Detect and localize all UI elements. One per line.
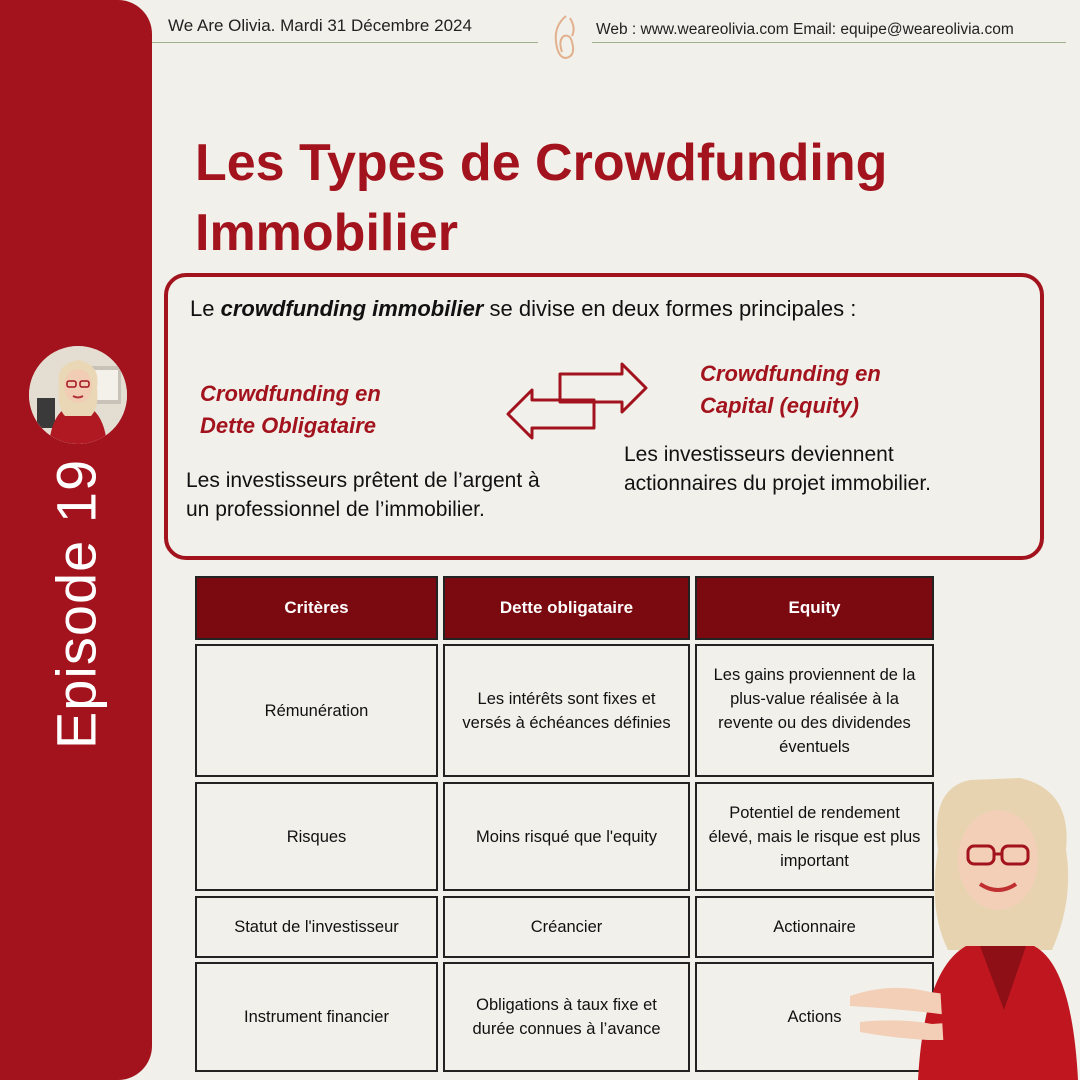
- table-cell: Les gains proviennent de la plus-value réalisée à la revente ou des dividendes éventuels: [695, 644, 934, 777]
- divider: [592, 42, 1066, 43]
- debt-title-line: Dette Obligataire: [200, 413, 377, 438]
- table-cell: Risques: [195, 782, 438, 891]
- table-cell: Obligations à taux fixe et durée connues à l’avance: [443, 962, 690, 1072]
- table-header-cell: Equity: [695, 576, 934, 640]
- table-header-cell: Critères: [195, 576, 438, 640]
- table-cell: Actionnaire: [695, 896, 934, 958]
- table-cell: Potentiel de rendement élevé, mais le risque est plus important: [695, 782, 934, 891]
- table-cell: Actions: [695, 962, 934, 1072]
- table-cell: Instrument financier: [195, 962, 438, 1072]
- logo-icon: [546, 12, 582, 64]
- equity-description: [624, 440, 931, 498]
- header-date: We Are Olivia. Mardi 31 Décembre 2024: [168, 16, 472, 35]
- header-contact: Web : www.weareolivia.com Email: equipe@weareolivia.com: [596, 21, 1014, 38]
- debt-desc-line: un professionnel de l’immobilier.: [186, 498, 485, 521]
- table-cell: Créancier: [443, 896, 690, 958]
- intro-text: [190, 296, 856, 322]
- table-cell: Moins risqué que l'equity: [443, 782, 690, 891]
- equity-desc-line: actionnaires du projet immobilier.: [624, 472, 931, 495]
- avatar: [29, 346, 127, 444]
- debt-desc-line: Les investisseurs prêtent de l’argent à: [186, 469, 540, 492]
- debt-description: [186, 466, 540, 524]
- debt-title-line: Crowdfunding en: [200, 381, 381, 406]
- equity-title: [700, 358, 881, 422]
- table-cell: Statut de l'investisseur: [195, 896, 438, 958]
- title-line: Les Types de Crowdfunding: [195, 134, 888, 192]
- equity-title-line: Crowdfunding en: [700, 361, 881, 386]
- table-cell: Rémunération: [195, 644, 438, 777]
- intro-prefix: Le: [190, 296, 221, 321]
- presenter-illustration: [820, 760, 1080, 1080]
- divider: [152, 42, 538, 43]
- episode-label: Episode 19: [44, 458, 108, 750]
- intro-bold: crowdfunding immobilier: [220, 296, 484, 321]
- page-title: [195, 128, 995, 268]
- equity-desc-line: Les investisseurs deviennent: [624, 443, 894, 466]
- table-header-cell: Dette obligataire: [443, 576, 690, 640]
- exchange-arrows-icon: [504, 356, 650, 446]
- intro-suffix: se divise en deux formes principales :: [483, 296, 857, 321]
- table-cell: Les intérêts sont fixes et versés à échéances définies: [443, 644, 690, 777]
- title-line: Immobilier: [195, 204, 458, 262]
- debt-title: [200, 378, 381, 442]
- equity-title-line: Capital (equity): [700, 393, 859, 418]
